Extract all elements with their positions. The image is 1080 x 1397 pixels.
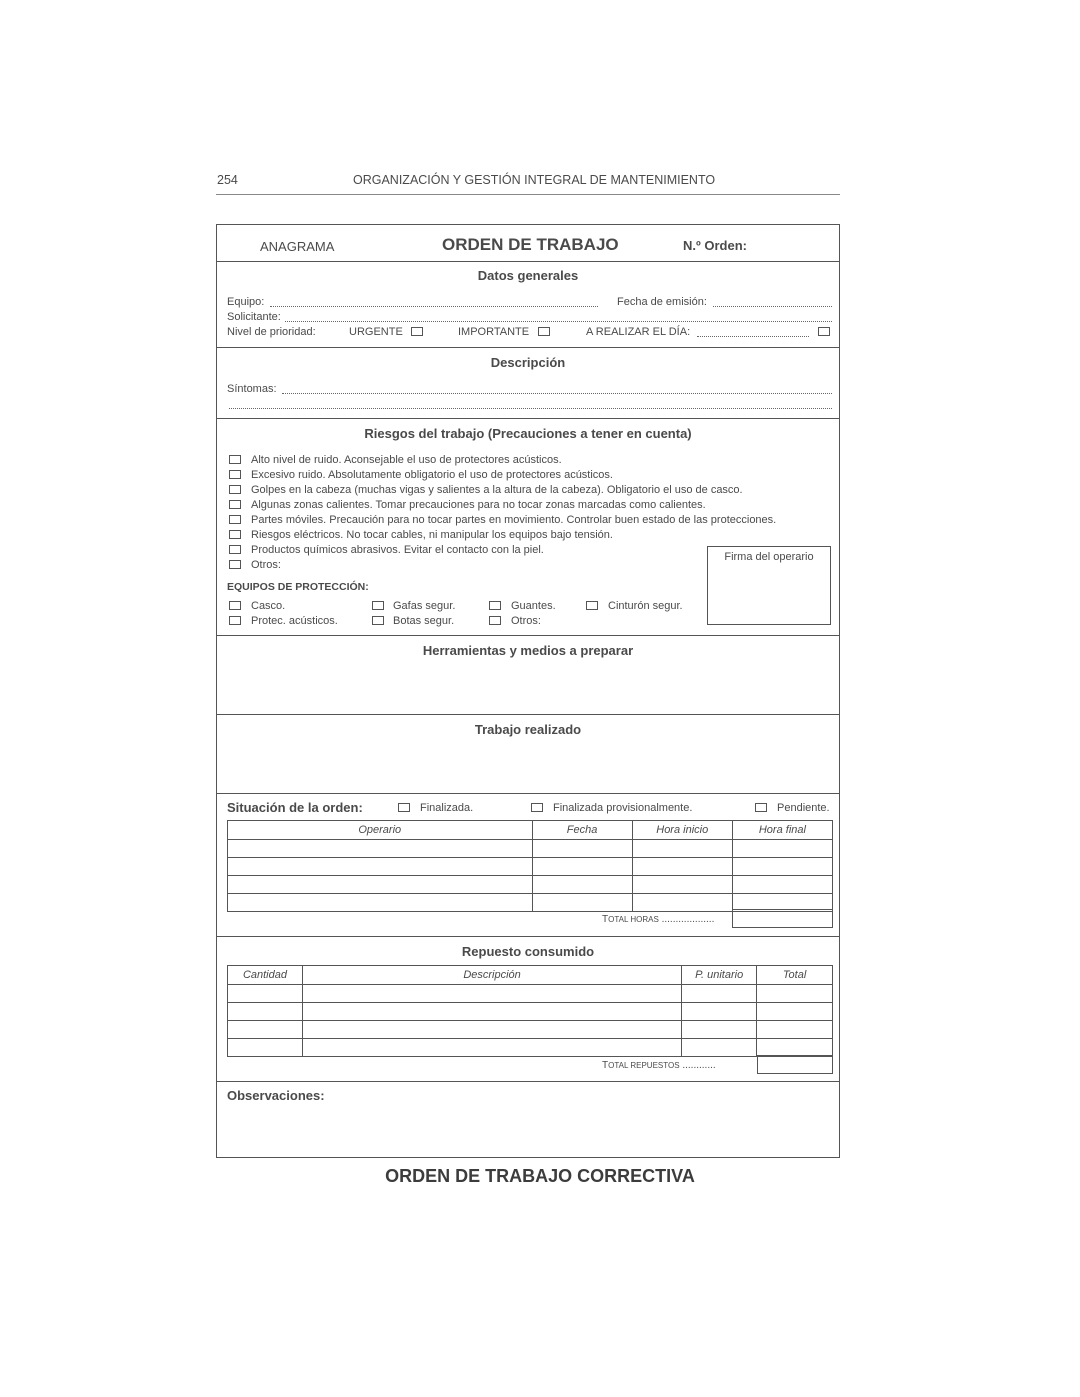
equipos-title: EQUIPOS DE PROTECCIÓN: [227, 581, 369, 593]
equipo-item: Cinturón segur. [608, 600, 683, 612]
table-row[interactable] [228, 1021, 833, 1039]
divider [217, 635, 839, 636]
section-title-trabajo: Trabajo realizado [474, 722, 582, 737]
work-order-form [216, 224, 840, 1158]
divider [217, 1081, 839, 1082]
equipo-item: Otros: [511, 615, 541, 627]
pendiente-label: Pendiente. [777, 802, 830, 814]
sintomas-field[interactable] [282, 393, 832, 394]
repuesto-table [227, 965, 833, 1057]
solicitante-label: Solicitante: [227, 311, 281, 323]
equipo-item: Gafas segur. [393, 600, 456, 612]
risk-checkbox[interactable] [229, 455, 241, 464]
divider [217, 261, 839, 262]
column-header: Operario [228, 821, 533, 840]
column-header: P. unitario [682, 966, 757, 985]
prioridad-label: Nivel de prioridad: [227, 326, 316, 338]
risk-item: Excesivo ruido. Absolutamente obligatorio el uso de protectores acústicos. [251, 469, 613, 481]
signature-label: Firma del operario [724, 551, 814, 563]
table-row[interactable] [228, 876, 833, 894]
risk-item: Alto nivel de ruido. Aconsejable el uso de protectores acústicos. [251, 454, 562, 466]
table-row[interactable] [228, 840, 833, 858]
risk-checkbox[interactable] [229, 545, 241, 554]
solicitante-field[interactable] [285, 321, 832, 322]
section-title-herramientas: Herramientas y medios a preparar [422, 643, 634, 658]
realizar-checkbox[interactable] [818, 327, 830, 336]
section-title-repuesto: Repuesto consumido [461, 944, 595, 959]
column-header: Cantidad [228, 966, 303, 985]
divider [217, 793, 839, 794]
sintomas-label: Síntomas: [227, 383, 277, 395]
finalizada-checkbox[interactable] [398, 803, 410, 812]
running-title: ORGANIZACIÓN Y GESTIÓN INTEGRAL DE MANTENIMIENTO [353, 173, 716, 187]
casco-checkbox[interactable] [229, 601, 241, 610]
situacion-title: Situación de la orden: [227, 800, 363, 815]
table-row[interactable] [228, 1039, 833, 1057]
equipo-field[interactable] [270, 306, 598, 307]
operarios-table [227, 820, 833, 912]
total-horas-label: TOTAL HORAS ................... [602, 914, 715, 925]
column-header: Hora final [732, 821, 832, 840]
order-number-label: N.º Orden: [683, 238, 747, 253]
header-rule [216, 194, 840, 195]
column-header: Hora inicio [632, 821, 732, 840]
column-header: Total [757, 966, 833, 985]
urgente-label: URGENTE [349, 326, 403, 338]
column-header: Descripción [302, 966, 681, 985]
pendiente-checkbox[interactable] [755, 803, 767, 812]
cinturon-checkbox[interactable] [586, 601, 598, 610]
equipo-item: Protec. acústicos. [251, 615, 338, 627]
protec-acusticos-checkbox[interactable] [229, 616, 241, 625]
total-horas-field[interactable] [732, 909, 833, 928]
risk-checkbox[interactable] [229, 500, 241, 509]
divider [217, 418, 839, 419]
urgente-checkbox[interactable] [411, 327, 423, 336]
risk-checkbox[interactable] [229, 515, 241, 524]
risk-checkbox[interactable] [229, 485, 241, 494]
provisional-checkbox[interactable] [531, 803, 543, 812]
risk-checkbox[interactable] [229, 530, 241, 539]
column-header: Fecha [532, 821, 632, 840]
importante-checkbox[interactable] [538, 327, 550, 336]
guantes-checkbox[interactable] [489, 601, 501, 610]
table-row[interactable] [228, 1003, 833, 1021]
risk-item: Partes móviles. Precaución para no tocar partes en movimiento. Controlar buen estado de las protecciones. [251, 514, 777, 526]
fecha-emision-label: Fecha de emisión: [617, 296, 707, 308]
finalizada-label: Finalizada. [420, 802, 474, 814]
risk-item: Golpes en la cabeza (muchas vigas y salientes a la altura de la cabeza). Obligatorio el uso de casco. [251, 484, 743, 496]
divider [217, 936, 839, 937]
risk-item: Riesgos eléctricos. No tocar cables, ni manipular los equipos bajo tensión. [251, 529, 613, 541]
divider [217, 714, 839, 715]
realizar-field[interactable] [697, 336, 809, 337]
page-number: 254 [217, 173, 238, 187]
table-row[interactable] [228, 985, 833, 1003]
form-title: ORDEN DE TRABAJO [442, 235, 619, 254]
otros-equipo-checkbox[interactable] [489, 616, 501, 625]
gafas-checkbox[interactable] [372, 601, 384, 610]
section-title-descripcion: Descripción [490, 355, 566, 370]
page-caption: ORDEN DE TRABAJO CORRECTIVA [385, 1166, 695, 1186]
total-repuestos-field[interactable] [757, 1055, 833, 1074]
fecha-emision-field[interactable] [713, 306, 832, 307]
equipo-item: Guantes. [511, 600, 556, 612]
total-repuestos-label: TOTAL REPUESTOS ............ [602, 1060, 716, 1071]
sintomas-field-2[interactable] [229, 408, 832, 409]
botas-checkbox[interactable] [372, 616, 384, 625]
table-header-row [228, 966, 833, 985]
risk-item: Algunas zonas calientes. Tomar precauciones para no tocar zonas marcadas como calientes. [251, 499, 706, 511]
observaciones-title: Observaciones: [227, 1088, 325, 1103]
signature-box[interactable] [707, 546, 831, 625]
risk-item: Productos químicos abrasivos. Evitar el contacto con la piel. [251, 544, 544, 556]
risk-checkbox[interactable] [229, 470, 241, 479]
importante-label: IMPORTANTE [458, 326, 530, 338]
risk-item: Otros: [251, 559, 281, 571]
anagrama-label: ANAGRAMA [260, 239, 335, 254]
section-title-riesgos: Riesgos del trabajo (Precauciones a tener en cuenta) [364, 426, 692, 441]
section-title-datos: Datos generales [477, 268, 579, 283]
equipo-item: Botas segur. [393, 615, 455, 627]
divider [217, 347, 839, 348]
table-row[interactable] [228, 858, 833, 876]
risk-checkbox[interactable] [229, 560, 241, 569]
realizar-label: A REALIZAR EL DÍA: [586, 326, 691, 338]
equipo-label: Equipo: [227, 296, 265, 308]
provisional-label: Finalizada provisionalmente. [553, 802, 693, 814]
table-header-row [228, 821, 833, 840]
equipo-item: Casco. [251, 600, 286, 612]
